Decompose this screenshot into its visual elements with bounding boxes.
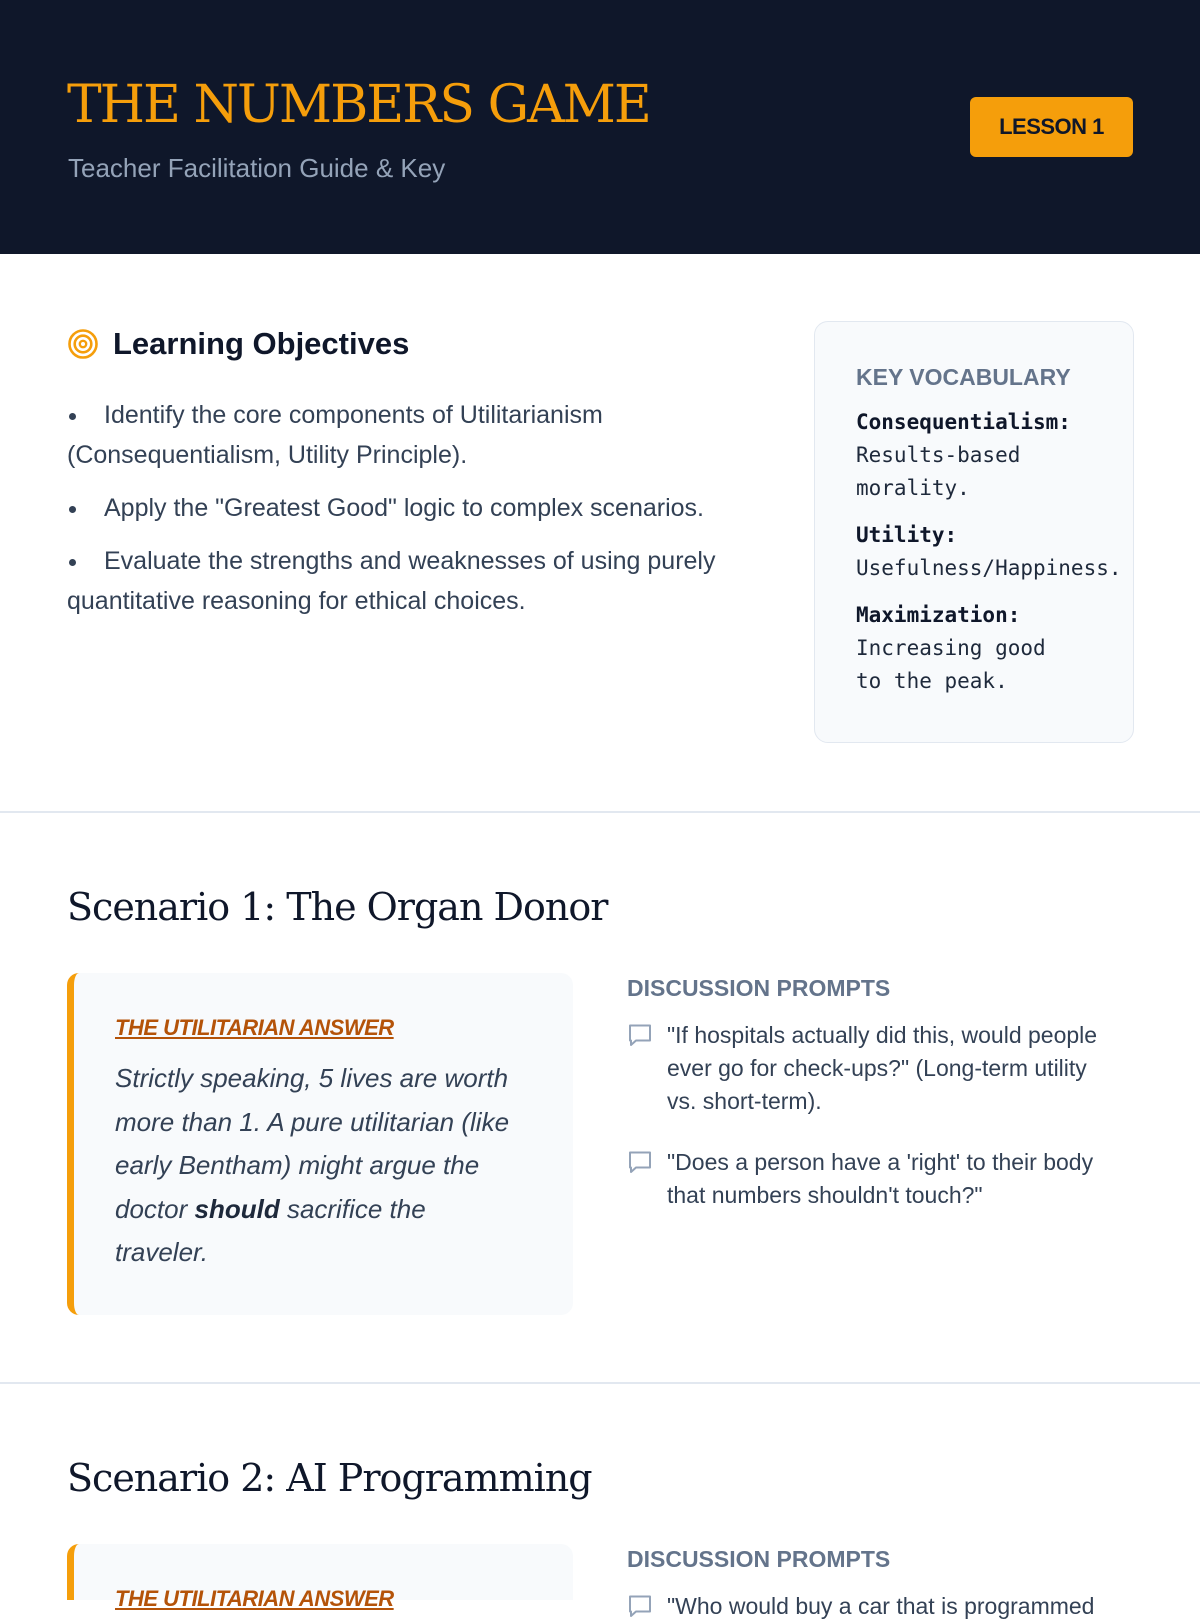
vocabulary-entry <box>856 519 1176 585</box>
speech-bubble-icon <box>627 1022 653 1048</box>
utilitarian-answer-card <box>67 973 573 1315</box>
discussion-prompt-text: "If hospitals actually did this, would people ever go for check-ups?" (Long-term utility vs. short-term). <box>667 1022 1098 1114</box>
page-title: THE NUMBERS GAME <box>67 75 650 135</box>
answer-text-emphasis: should <box>194 1193 280 1224</box>
answer-text-part: Strictly speaking, 5 lives are worth more than 1. A pure utilitarian (like early Bentham) might argue the doctor <box>115 1063 510 1224</box>
lesson-badge: LESSON 1 <box>970 97 1133 157</box>
objective-item: Identify the core components of Utilitarianism (Consequentialism, Utility Principle). <box>67 395 747 475</box>
answer-text-part: sacrifice the traveler. <box>115 1193 426 1267</box>
vocabulary-term: Maximization: <box>856 603 1021 627</box>
answer-label: THE UTILITARIAN ANSWER <box>115 1586 394 1611</box>
key-vocabulary-box <box>814 321 1134 743</box>
objectives-heading-row <box>67 326 409 362</box>
vocabulary-definition: Usefulness/Happiness. <box>856 556 1122 580</box>
vocabulary-heading: KEY VOCABULARY <box>856 364 1071 390</box>
page-subtitle: Teacher Facilitation Guide & Key <box>68 153 446 183</box>
objective-item: Apply the "Greatest Good" logic to complex scenarios. <box>67 488 747 528</box>
vocabulary-entry <box>856 599 1176 698</box>
discussion-prompts-heading: DISCUSSION PROMPTS <box>627 975 891 1001</box>
utilitarian-answer-card <box>67 1544 573 1611</box>
section-divider <box>0 811 1200 813</box>
speech-bubble-icon <box>627 1593 653 1619</box>
vocabulary-definition: Increasing good to the peak. <box>856 636 1046 693</box>
discussion-prompt-text: "Who would buy a car that is programmed <box>667 1593 1095 1619</box>
vocabulary-list <box>856 406 1176 712</box>
answer-text <box>115 1057 515 1275</box>
vocabulary-term: Utility: <box>856 523 958 547</box>
objectives-list <box>67 395 747 634</box>
discussion-prompt <box>627 1590 1117 1619</box>
answer-label: THE UTILITARIAN ANSWER <box>115 1015 394 1040</box>
objectives-title: Learning Objectives <box>113 326 410 361</box>
vocabulary-entry <box>856 406 1176 505</box>
vocabulary-term: Consequentialism: <box>856 410 1071 434</box>
section-divider <box>0 1382 1200 1384</box>
page-header <box>0 0 1200 254</box>
scenario-title: Scenario 2: AI Programming <box>67 1456 592 1500</box>
vocabulary-definition: Results-based morality. <box>856 443 1021 500</box>
discussion-prompt-text: "Does a person have a 'right' to their body that numbers shouldn't touch?" <box>667 1149 1094 1208</box>
objective-item: Evaluate the strengths and weaknesses of using purely quantitative reasoning for ethical choices. <box>67 541 747 621</box>
scenario-title: Scenario 1: The Organ Donor <box>67 885 608 929</box>
discussion-prompts-heading: DISCUSSION PROMPTS <box>627 1546 891 1572</box>
target-icon <box>67 328 99 360</box>
speech-bubble-icon <box>627 1149 653 1175</box>
